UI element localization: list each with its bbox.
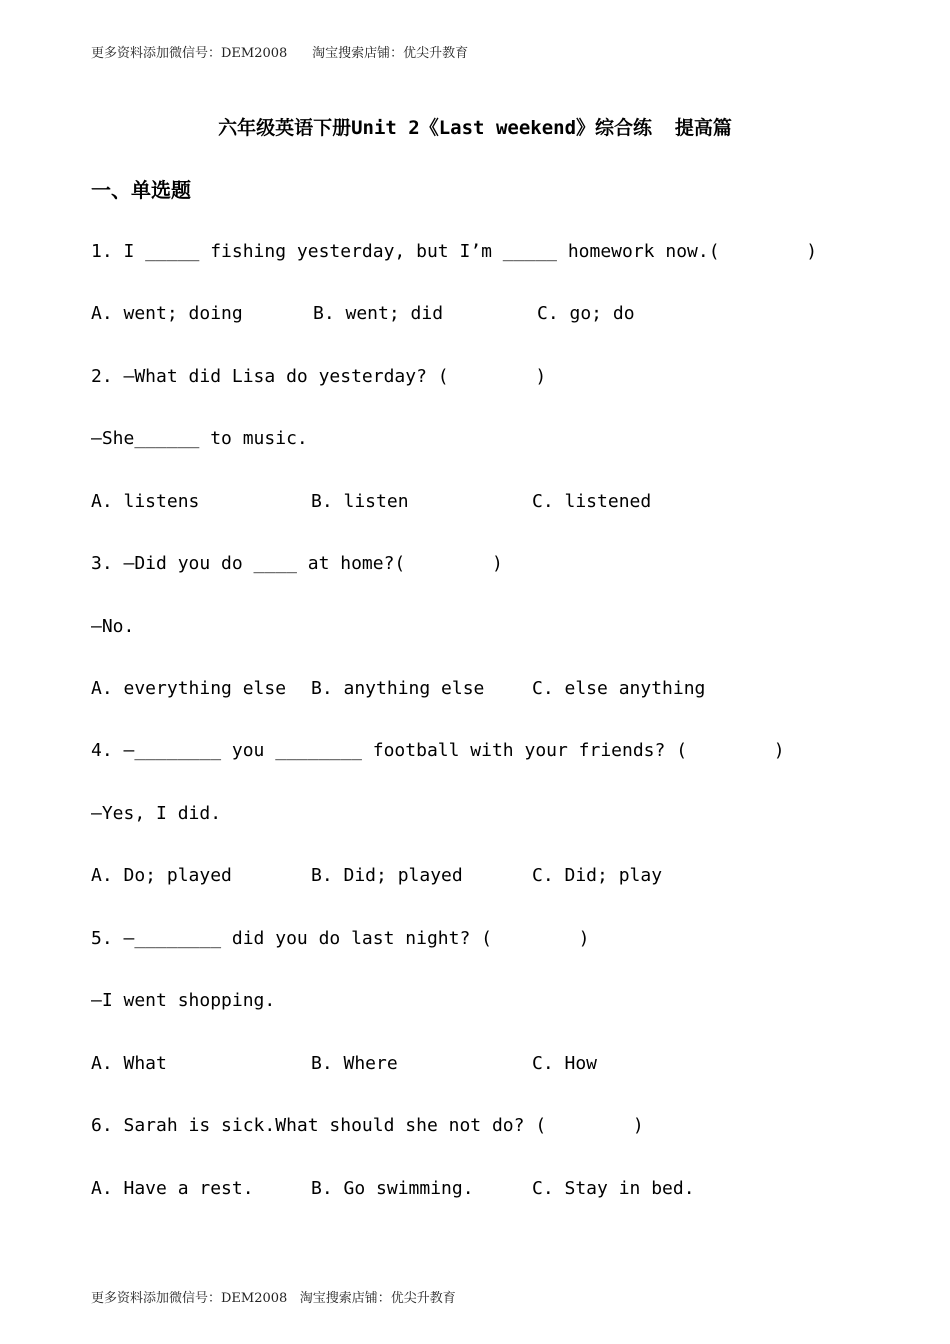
question-5-answer-line: —I went shopping. [91,990,276,1011]
question-4-answer-line: —Yes, I did. [91,803,222,824]
question-6-option-a: A. Have a rest. [91,1178,254,1199]
question-1-option-c: C. go; do [537,303,635,324]
question-5-option-a: A. What [91,1053,167,1074]
page-header: 更多资料添加微信号：DEM2008 淘宝搜索店铺：优尖升教育 [91,46,469,61]
question-3-option-b: B. anything else [311,678,485,699]
question-3-option-a: A. everything else [91,678,287,699]
question-2-option-a: A. listens [91,491,200,512]
question-1-stem: 1. I _____ fishing yesterday, but I’m _____ homework now.( ) [91,241,818,262]
question-2-answer-line: —She______ to music. [91,428,308,449]
question-4-stem: 4. —________ you ________ football with your friends? ( ) [91,740,785,761]
question-1-option-b: B. went; did [313,303,444,324]
document-title: 六年级英语下册Unit 2《Last weekend》综合练 提高篇 [218,117,732,139]
question-3-answer-line: —No. [91,616,135,637]
question-5-stem: 5. —________ did you do last night? ( ) [91,928,590,949]
question-1-option-a: A. went; doing [91,303,243,324]
question-2-stem: 2. —What did Lisa do yesterday? ( ) [91,366,547,387]
question-6-option-b: B. Go swimming. [311,1178,474,1199]
question-3-stem: 3. —Did you do ____ at home?( ) [91,553,503,574]
question-5-option-b: B. Where [311,1053,398,1074]
question-4-option-a: A. Do; played [91,865,232,886]
page-footer: 更多资料添加微信号：DEM2008 淘宝搜索店铺：优尖升教育 [91,1291,456,1306]
question-6-option-c: C. Stay in bed. [532,1178,695,1199]
question-2-option-c: C. listened [532,491,652,512]
question-3-option-c: C. else anything [532,678,706,699]
question-2-option-b: B. listen [311,491,409,512]
question-4-option-b: B. Did; played [311,865,463,886]
question-6-stem: 6. Sarah is sick.What should she not do? ( ) [91,1115,644,1136]
question-4-option-c: C. Did; play [532,865,663,886]
question-5-option-c: C. How [532,1053,598,1074]
section-title: 一、单选题 [91,178,191,202]
